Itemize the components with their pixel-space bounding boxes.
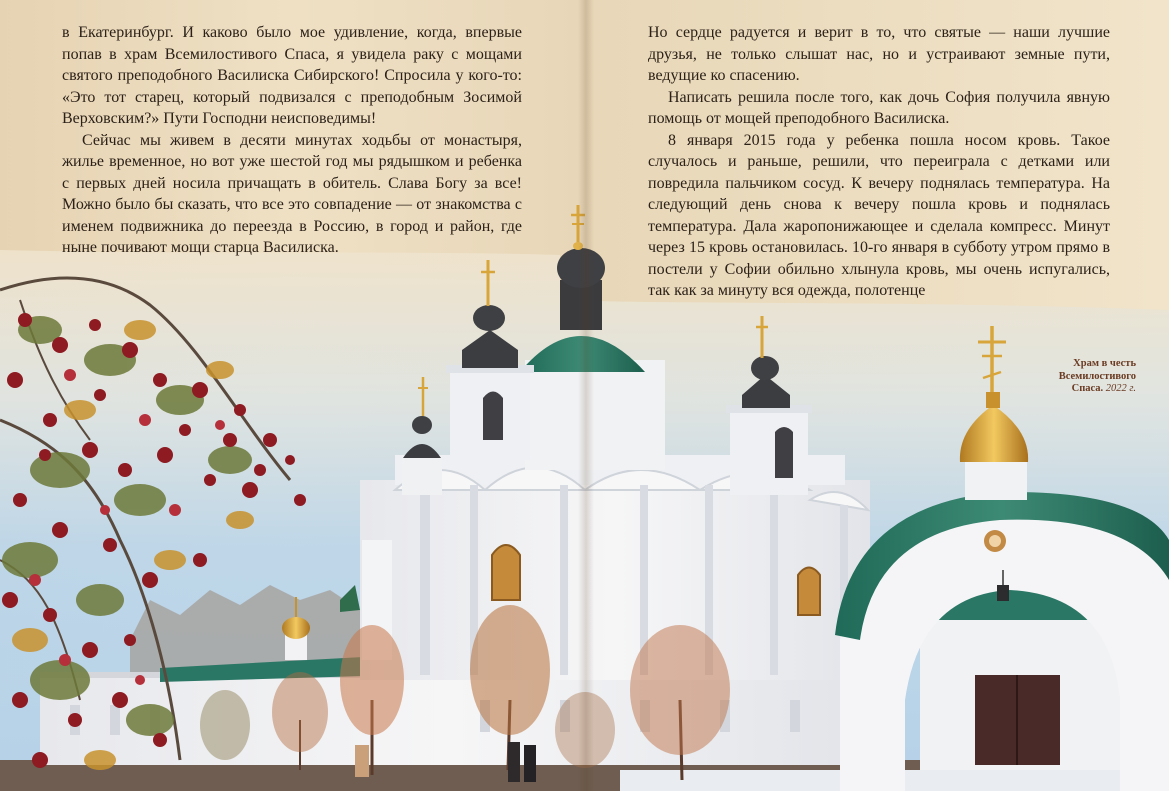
caption-year: 2022 г.	[1105, 383, 1136, 394]
left-paragraph-1: в Екатеринбург. И каково было мое удивление, когда, впервые попав в храм Всемилостивого Спаса, я увидела раку с мощами святого преподобного Василиска Сибирского! Спросила у кого-то: «Это тот старец, который подвизался с преподобным Зосимой Верховским?» Пути Господни неисповедимы!	[62, 24, 522, 127]
caption-text: Храм в честь Всемилостивого Спаса.	[1058, 358, 1136, 394]
right-paragraph-2: Написать решила после того, как дочь София получила явную помощь от мощей преподобного Василиска.	[648, 88, 1110, 127]
left-paragraph-2: Сейчас мы живем в десяти минутах ходьбы от монастыря, жилье временное, но вот уже шестой год мы рядышком и ребенка с первых дней носила причащать в обитель. Слава Богу за все! Можно было бы сказать, что все это совпадение — от знакомства с именем подвижника до переезда в Россию, в город и район, где ныне почивают мощи старца Василиска.	[62, 131, 522, 256]
right-paragraph-3: 8 января 2015 года у ребенка пошла носом кровь. Такое случалось и раньше, решили, что переиграла с детками или повредила пальчиком сосуд. К вечеру поднялась температура. На следующий день снова к вечеру пошла кровь и поднялась температура. Дала жаропонижающее и сделала компресс. Минут через 15 кровь остановилась. 10-го января в субботу утром прямо в постели у Софии обильно хлынула кровь, мы очень испугались, так как за минуту вся одежда, полотенце	[648, 131, 1110, 299]
right-paragraph-1: Но сердце радуется и верит в то, что святые — наши лучшие друзья, не только слышат нас, но и устраивают земные пути, ведущие ко спасению.	[648, 24, 1110, 84]
page-fold	[578, 0, 594, 791]
left-page-text	[62, 22, 522, 259]
right-page-text	[648, 22, 1110, 302]
photo-caption	[1026, 358, 1136, 396]
